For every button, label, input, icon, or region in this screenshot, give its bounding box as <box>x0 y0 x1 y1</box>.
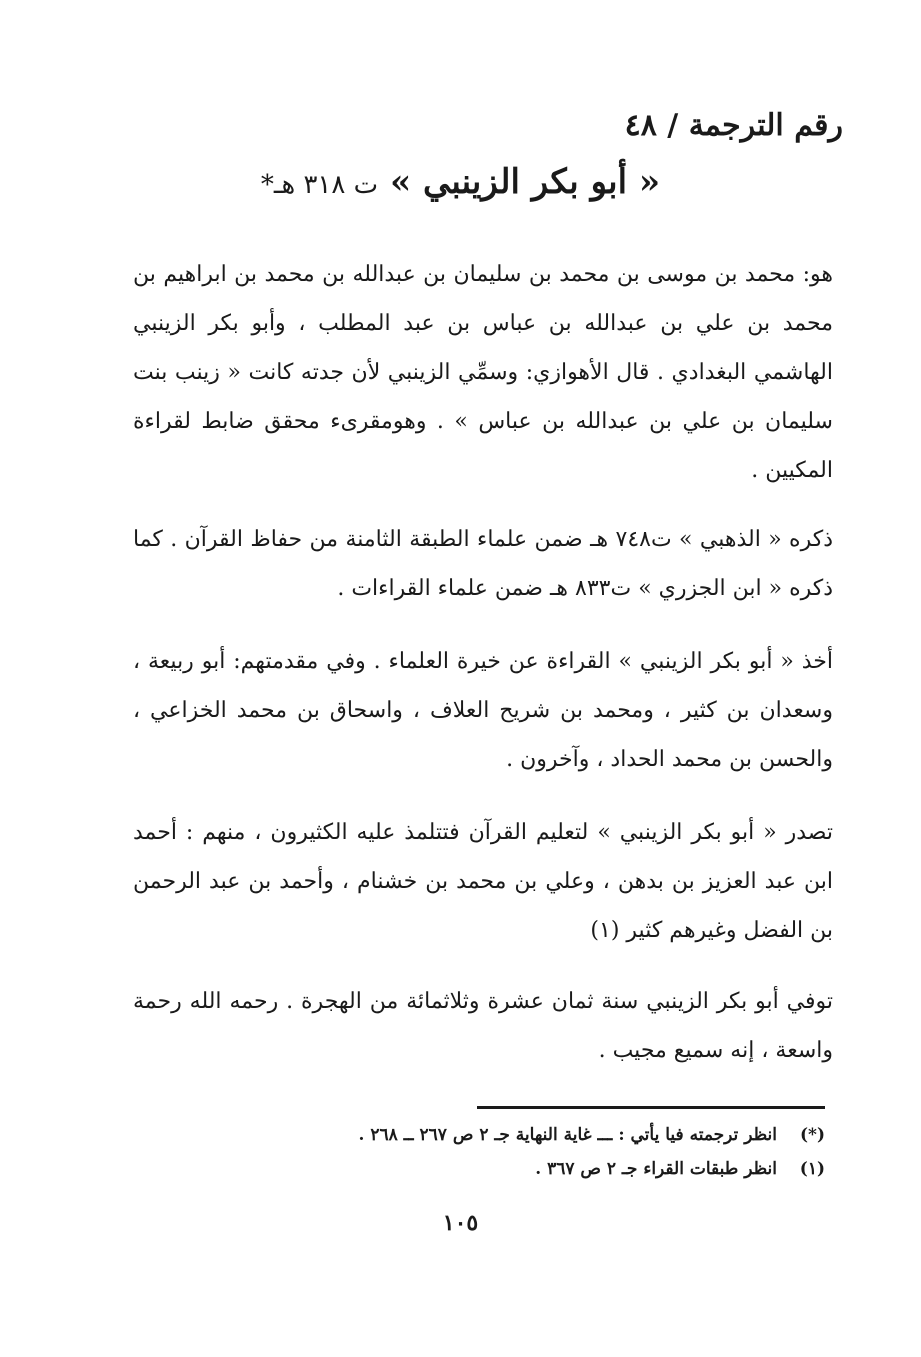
paragraph-death: توفي أبو بكر الزينبي سنة ثمان عشرة وثلاثمائة من الهجرة . رحمه الله رحمة واسعة ، إنه سميع مجيب . <box>133 989 833 1063</box>
footnote-text: انظر ترجمته فيا يأتي : ـــ غاية النهاية جـ ٢ ص ٢٦٧ ــ ٢٦٨ . <box>358 1125 777 1145</box>
footnote-item <box>225 1118 825 1152</box>
footnote-text: انظر طبقات القراء جـ ٢ ص ٣٦٧ . <box>535 1159 777 1179</box>
entry-title <box>0 162 921 202</box>
entry-title-name: « أبو بكر الزينبي » <box>389 162 661 202</box>
entry-title-death-date: ت ٣١٨ هـ* <box>260 170 379 200</box>
footnote-divider <box>477 1106 825 1109</box>
page-number: ١٠٥ <box>442 1210 479 1236</box>
footnotes <box>225 1118 825 1186</box>
paragraph-students: تصدر « أبو بكر الزينبي » لتعليم القرآن فتتلمذ عليه الكثيرون ، منهم : أحمد ابن عبد العزيز بن بدهن ، وعلي بن محمد بن خشنام ، وأحمد بن عبد الرحمن بن الفضل وغيرهم كثير (١) <box>133 820 833 943</box>
paragraph-mentions: ذكره « الذهبي » ت٧٤٨ هـ ضمن علماء الطبقة الثامنة من حفاظ القرآن . كما ذكره « ابن الجزري » ت٨٣٣ هـ ضمن علماء القراءات . <box>133 527 833 601</box>
paragraph-lineage: هو: محمد بن موسى بن محمد بن سليمان بن عبدالله بن محمد بن ابراهيم بن محمد بن علي بن عبدالله بن عباس بن عبد المطلب ، وأبو بكر الزينبي الهاشمي البغدادي . قال الأهوازي: وسمِّي الزينبي لأن جدته كانت « زينب بنت سليمان بن علي بن عبدالله بن عباس » . وهومقرىء محقق ضابط لقراءة المكيين . <box>133 262 833 483</box>
footnote-item <box>225 1152 825 1186</box>
biography-body <box>133 250 833 1075</box>
entry-number-heading: رقم الترجمة / ٤٨ <box>624 108 843 143</box>
footnote-marker: (*) <box>800 1125 825 1145</box>
footnote-marker: (١) <box>799 1159 825 1179</box>
paragraph-teachers: أخذ « أبو بكر الزينبي » القراءة عن خيرة العلماء . وفي مقدمتهم: أبو ربيعة ، وسعدان بن كثير ، ومحمد بن شريح العلاف ، واسحاق بن محمد الخزاعي ، والحسن بن محمد الحداد ، وآخرون . <box>133 649 833 772</box>
